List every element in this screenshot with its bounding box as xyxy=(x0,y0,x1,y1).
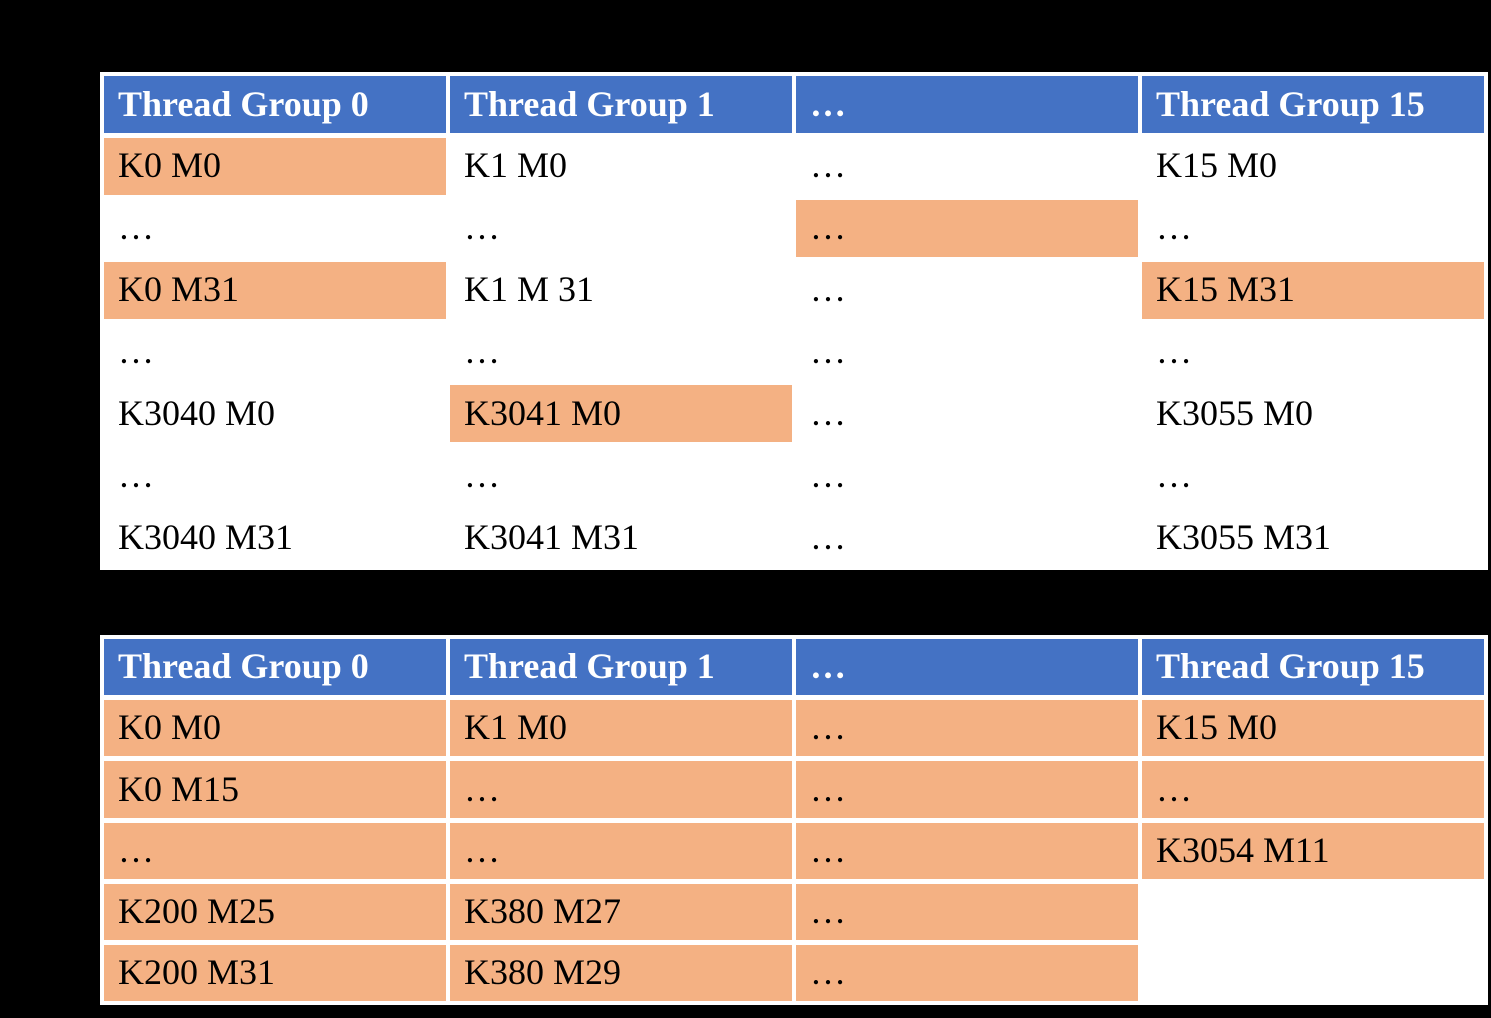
table-cell: … xyxy=(450,200,792,257)
table-cell: K380 M27 xyxy=(450,884,792,940)
header-cell: Thread Group 15 xyxy=(1142,76,1484,133)
table-cell: … xyxy=(104,200,446,257)
header-cell: Thread Group 0 xyxy=(104,639,446,695)
table-cell: … xyxy=(104,823,446,879)
thread-group-table-bottom xyxy=(100,635,1488,1005)
table-cell: … xyxy=(796,509,1138,566)
table-cell: … xyxy=(450,447,792,504)
table-cell: K0 M0 xyxy=(104,700,446,756)
table-cell: … xyxy=(450,761,792,817)
table-cell: … xyxy=(450,823,792,879)
table-cell: … xyxy=(796,447,1138,504)
table-cell: K1 M0 xyxy=(450,700,792,756)
table-cell: K0 M31 xyxy=(104,262,446,319)
table-cell: … xyxy=(1142,200,1484,257)
table-cell: K3055 M31 xyxy=(1142,509,1484,566)
table-cell: K0 M15 xyxy=(104,761,446,817)
header-cell: … xyxy=(796,639,1138,695)
header-cell: Thread Group 1 xyxy=(450,76,792,133)
table-cell: K3040 M31 xyxy=(104,509,446,566)
table-cell: K1 M 31 xyxy=(450,262,792,319)
table-cell: K15 M31 xyxy=(1142,262,1484,319)
table-cell: … xyxy=(796,884,1138,940)
table-cell: … xyxy=(796,823,1138,879)
table-cell: … xyxy=(104,324,446,381)
table-cell: K200 M31 xyxy=(104,945,446,1001)
table-cell xyxy=(1142,884,1484,940)
table-cell: … xyxy=(104,447,446,504)
table-cell: K3055 M0 xyxy=(1142,385,1484,442)
table-cell: … xyxy=(796,761,1138,817)
table-cell: K380 M29 xyxy=(450,945,792,1001)
table-cell: … xyxy=(796,385,1138,442)
table-cell: … xyxy=(796,262,1138,319)
table-cell: … xyxy=(1142,324,1484,381)
table-cell: … xyxy=(796,700,1138,756)
table-cell: K15 M0 xyxy=(1142,700,1484,756)
table-cell: … xyxy=(796,138,1138,195)
table-cell: … xyxy=(450,324,792,381)
table-cell: … xyxy=(796,945,1138,1001)
table-cell: … xyxy=(796,200,1138,257)
table-cell: … xyxy=(1142,447,1484,504)
table-cell: K15 M0 xyxy=(1142,138,1484,195)
table-cell: K0 M0 xyxy=(104,138,446,195)
table-cell: … xyxy=(1142,761,1484,817)
table-cell: K3054 M11 xyxy=(1142,823,1484,879)
header-cell: Thread Group 1 xyxy=(450,639,792,695)
header-cell: Thread Group 15 xyxy=(1142,639,1484,695)
table-cell xyxy=(1142,945,1484,1001)
table-cell: K1 M0 xyxy=(450,138,792,195)
table-cell: K3040 M0 xyxy=(104,385,446,442)
table-cell: … xyxy=(796,324,1138,381)
table-cell: K3041 M31 xyxy=(450,509,792,566)
table-cell: K200 M25 xyxy=(104,884,446,940)
table-cell: K3041 M0 xyxy=(450,385,792,442)
header-cell: … xyxy=(796,76,1138,133)
thread-group-table-top xyxy=(100,72,1488,570)
header-cell: Thread Group 0 xyxy=(104,76,446,133)
